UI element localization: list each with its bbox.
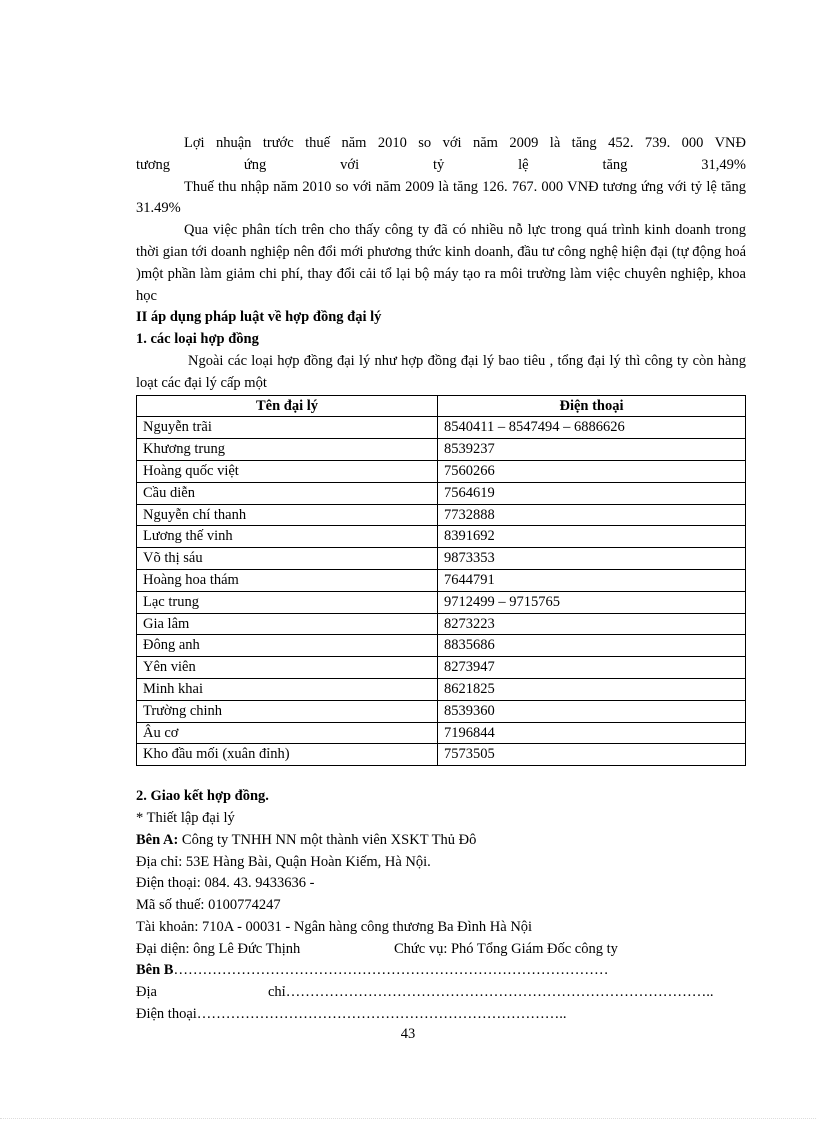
agent-name: Minh khai — [137, 678, 438, 700]
party-a-position: Chức vụ: Phó Tổng Giám Đốc công ty — [394, 940, 618, 957]
agent-phone: 7560266 — [438, 460, 746, 482]
agent-phone: 8273947 — [438, 657, 746, 679]
agent-name: Yên viên — [137, 657, 438, 679]
party-a-representative-line — [136, 939, 746, 961]
table-row — [137, 460, 746, 482]
agent-phone: 8540411 – 8547494 – 6886626 — [438, 417, 746, 439]
header-phone: Điện thoại — [438, 395, 746, 417]
agent-phone: 7196844 — [438, 722, 746, 744]
table-row — [137, 657, 746, 679]
party-a-tax-code: Mã số thuế: 0100774247 — [136, 897, 281, 914]
agent-phone: 7573505 — [438, 744, 746, 766]
agent-name: Gia lâm — [137, 613, 438, 635]
agent-table — [136, 395, 746, 767]
party-a-phone: Điện thoại: 084. 43. 9433636 - — [136, 875, 315, 892]
section-heading-law: II áp dụng pháp luật về hợp đồng đại lý — [136, 309, 382, 326]
table-row — [137, 722, 746, 744]
table-row — [137, 678, 746, 700]
agent-name: Khương trung — [137, 439, 438, 461]
agent-name: Hoàng hoa thám — [137, 569, 438, 591]
header-agent-name: Tên đại lý — [137, 395, 438, 417]
party-a-account: Tài khoản: 710A - 00031 - Ngân hàng công thương Ba Đình Hà Nội — [136, 918, 533, 935]
table-row — [137, 417, 746, 439]
spacer — [136, 766, 746, 786]
agent-name: Nguyễn trãi — [137, 417, 438, 439]
table-row — [137, 591, 746, 613]
table-row — [137, 635, 746, 657]
agent-name: Trường chinh — [137, 700, 438, 722]
profit-paragraph-line1: Lợi nhuận trước thuế năm 2010 so với năm 2009 là tăng 452. 739. 000 VNĐ — [184, 135, 746, 151]
table-row — [137, 526, 746, 548]
party-b-dots: ……………………………………………………………………………… — [173, 962, 609, 979]
party-b-address-dots: chỉ…………………………………………………………………………….. — [268, 984, 714, 1001]
agent-name: Hoàng quốc việt — [137, 460, 438, 482]
agent-name: Lương thế vinh — [137, 526, 438, 548]
table-row — [137, 700, 746, 722]
party-b-phone: Điện thoại………………………………………………………………….. — [136, 1006, 567, 1023]
table-row — [137, 504, 746, 526]
party-b-label: Bên B — [136, 962, 174, 979]
page-number: 43 — [400, 1026, 416, 1042]
table-row — [137, 482, 746, 504]
table-row — [137, 569, 746, 591]
party-b-address-label: Địa — [136, 984, 157, 1001]
agent-phone: 9712499 – 9715765 — [438, 591, 746, 613]
agent-name: Đông anh — [137, 635, 438, 657]
page-content — [136, 133, 746, 1026]
analysis-paragraph: Qua việc phân tích trên cho thấy công ty đã có nhiều nỗ lực trong quá trình kinh doanh trong thời gian tới doanh nghiệp nên đổi mới phương thức kinh doanh, đầu tư công nghệ hiện đại (tự động hoá )một phần làm giảm chi phí, thay đổi cải tổ lại bộ máy tạo ra môi trường làm việc chuyên nghiệp, khoa học — [136, 222, 746, 304]
agent-name: Âu cơ — [137, 722, 438, 744]
agent-phone: 7732888 — [438, 504, 746, 526]
agent-phone: 7644791 — [438, 569, 746, 591]
party-a-representative: Đại diện: ông Lê Đức Thịnh — [136, 940, 301, 957]
agent-phone: 9873353 — [438, 548, 746, 570]
agent-phone: 8621825 — [438, 678, 746, 700]
profit-paragraph-line2: tương ứng với tỷ lệ tăng 31,49% — [136, 156, 746, 173]
subheading-contract-signing: 2. Giao kết hợp đồng. — [136, 788, 269, 805]
page-bottom-divider — [0, 1118, 816, 1119]
agent-table-header-row — [137, 395, 746, 417]
subheading-contract-types: 1. các loại hợp đồng — [136, 331, 259, 348]
table-row — [137, 548, 746, 570]
party-a-address: Địa chỉ: 53E Hàng Bài, Quận Hoàn Kiếm, Hà Nội. — [136, 853, 431, 870]
agent-name: Lạc trung — [137, 591, 438, 613]
table-row — [137, 744, 746, 766]
party-a-value: Công ty TNHH NN một thành viên XSKT Thủ Đô — [178, 831, 477, 848]
agents-intro-paragraph: Ngoài các loại hợp đồng đại lý như hợp đồng đại lý bao tiêu , tổng đại lý thì công ty còn hàng loạt các đại lý cấp một — [136, 352, 746, 391]
agent-name: Võ thị sáu — [137, 548, 438, 570]
party-b-line — [136, 960, 746, 982]
table-row — [137, 439, 746, 461]
party-b-address-line — [136, 982, 746, 1004]
agent-name: Cầu diễn — [137, 482, 438, 504]
agent-phone: 8539360 — [438, 700, 746, 722]
tax-paragraph: Thuế thu nhập năm 2010 so với năm 2009 là tăng 126. 767. 000 VNĐ tương ứng với tỷ lệ tăng 31.49% — [136, 178, 746, 217]
agent-phone: 8391692 — [438, 526, 746, 548]
agent-phone: 8539237 — [438, 439, 746, 461]
table-row — [137, 613, 746, 635]
agent-phone: 8835686 — [438, 635, 746, 657]
party-a-line — [136, 830, 746, 852]
agent-phone: 8273223 — [438, 613, 746, 635]
agent-name: Nguyễn chí thanh — [137, 504, 438, 526]
setup-agent-note: * Thiết lập đại lý — [136, 809, 235, 826]
party-a-label: Bên A: — [136, 831, 179, 848]
agent-phone: 7564619 — [438, 482, 746, 504]
agent-name: Kho đầu mối (xuân đỉnh) — [137, 744, 438, 766]
